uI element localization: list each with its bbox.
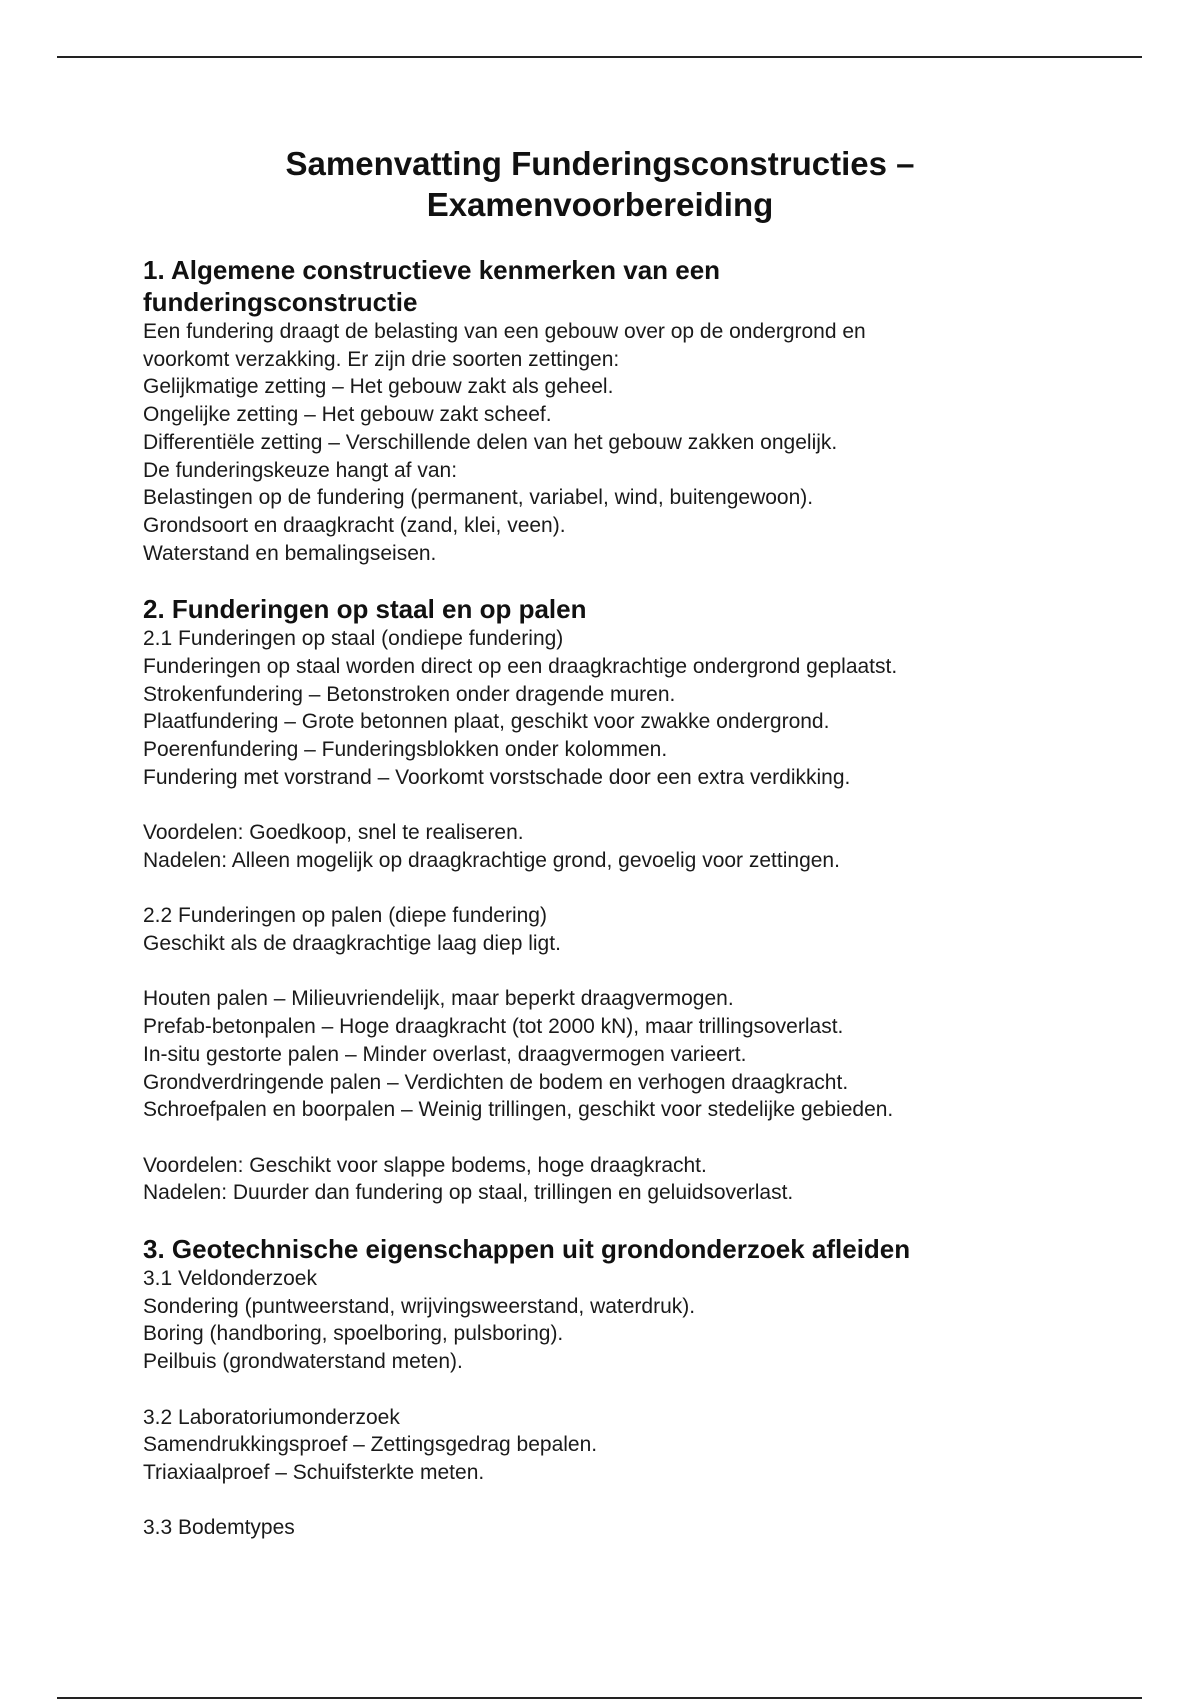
pros-line: Voordelen: Geschikt voor slappe bodems, hoge draagkracht.	[143, 1153, 707, 1177]
body-line: Gelijkmatige zetting – Het gebouw zakt als geheel.	[143, 375, 614, 399]
subsection-heading: 2.2 Funderingen op palen (diepe fundering)	[143, 904, 547, 928]
body-line: Triaxiaalproef – Schuifsterkte meten.	[143, 1460, 485, 1484]
document-title	[0, 143, 1200, 225]
body-line: Strokenfundering – Betonstroken onder dragende muren.	[143, 682, 676, 706]
section-3-heading	[143, 1233, 1063, 1265]
document-title-line-1: Samenvatting Funderingsconstructies –	[285, 145, 915, 182]
subsection-heading: 3.2 Laboratoriumonderzoek	[143, 1405, 400, 1429]
pros-line: Voordelen: Goedkoop, snel te realiseren.	[143, 821, 524, 845]
body-line: Boring (handboring, spoelboring, pulsboring).	[143, 1322, 564, 1346]
body-line: In-situ gestorte palen – Minder overlast, draagvermogen varieert.	[143, 1042, 747, 1066]
section-3-heading-text: 3. Geotechnische eigenschappen uit grondonderzoek afleiden	[143, 1234, 911, 1265]
body-line: Peilbuis (grondwaterstand meten).	[143, 1350, 463, 1374]
body-line: Waterstand en bemalingseisen.	[143, 541, 437, 565]
body-line: Sondering (puntweerstand, wrijvingsweerstand, waterdruk).	[143, 1294, 696, 1318]
body-line: Fundering met vorstrand – Voorkomt vorstschade door een extra verdikking.	[143, 765, 851, 789]
footer-rule	[57, 1697, 1142, 1699]
section-3-body	[143, 1265, 1063, 1542]
body-line: Grondsoort en draagkracht (zand, klei, veen).	[143, 513, 566, 537]
section-2-heading-text: 2. Funderingen op staal en op palen	[143, 594, 587, 625]
body-line: Plaatfundering – Grote betonnen plaat, geschikt voor zwakke ondergrond.	[143, 710, 830, 734]
body-line: Geschikt als de draagkrachtige laag diep ligt.	[143, 932, 561, 956]
body-line: Samendrukkingsproef – Zettingsgedrag bepalen.	[143, 1433, 598, 1457]
section-1-heading-line-2: funderingsconstructie	[143, 287, 418, 317]
body-line: De funderingskeuze hangt af van:	[143, 458, 458, 482]
body-line: Een fundering draagt de belasting van een gebouw over op de ondergrond en	[143, 320, 866, 343]
body-line: Prefab-betonpalen – Hoge draagkracht (tot 2000 kN), maar trillingsoverlast.	[143, 1015, 844, 1039]
section-1-heading-line-1: 1. Algemene constructieve kenmerken van een	[143, 255, 721, 285]
cons-line: Nadelen: Duurder dan fundering op staal, trillingen en geluidsoverlast.	[143, 1181, 794, 1205]
subsection-heading: 2.1 Funderingen op staal (ondiepe fundering)	[143, 627, 564, 651]
header-rule	[57, 56, 1142, 58]
body-line: Ongelijke zetting – Het gebouw zakt scheef.	[143, 403, 552, 427]
section-1-body	[143, 318, 1063, 567]
section-1-heading	[143, 254, 1063, 318]
cons-line: Nadelen: Alleen mogelijk op draagkrachtige grond, gevoelig voor zettingen.	[143, 848, 840, 872]
body-line: Poerenfundering – Funderingsblokken onder kolommen.	[143, 738, 668, 762]
section-2-body	[143, 625, 1063, 1207]
body-line: Houten palen – Milieuvriendelijk, maar beperkt draagvermogen.	[143, 987, 734, 1011]
section-2-heading	[143, 593, 1063, 625]
subsection-heading: 3.1 Veldonderzoek	[143, 1267, 317, 1291]
body-line: Schroefpalen en boorpalen – Weinig trillingen, geschikt voor stedelijke gebieden.	[143, 1098, 894, 1122]
document-title-line-2: Examenvoorbereiding	[426, 186, 774, 223]
body-line: voorkomt verzakking. Er zijn drie soorten zettingen:	[143, 347, 620, 371]
subsection-heading: 3.3 Bodemtypes	[143, 1516, 295, 1540]
body-line: Belastingen op de fundering (permanent, variabel, wind, buitengewoon).	[143, 486, 814, 510]
body-line: Grondverdringende palen – Verdichten de bodem en verhogen draagkracht.	[143, 1070, 849, 1094]
body-line: Differentiële zetting – Verschillende delen van het gebouw zakken ongelijk.	[143, 430, 838, 454]
body-line: Funderingen op staal worden direct op een draagkrachtige ondergrond geplaatst.	[143, 655, 898, 679]
document-body	[143, 254, 1063, 1542]
